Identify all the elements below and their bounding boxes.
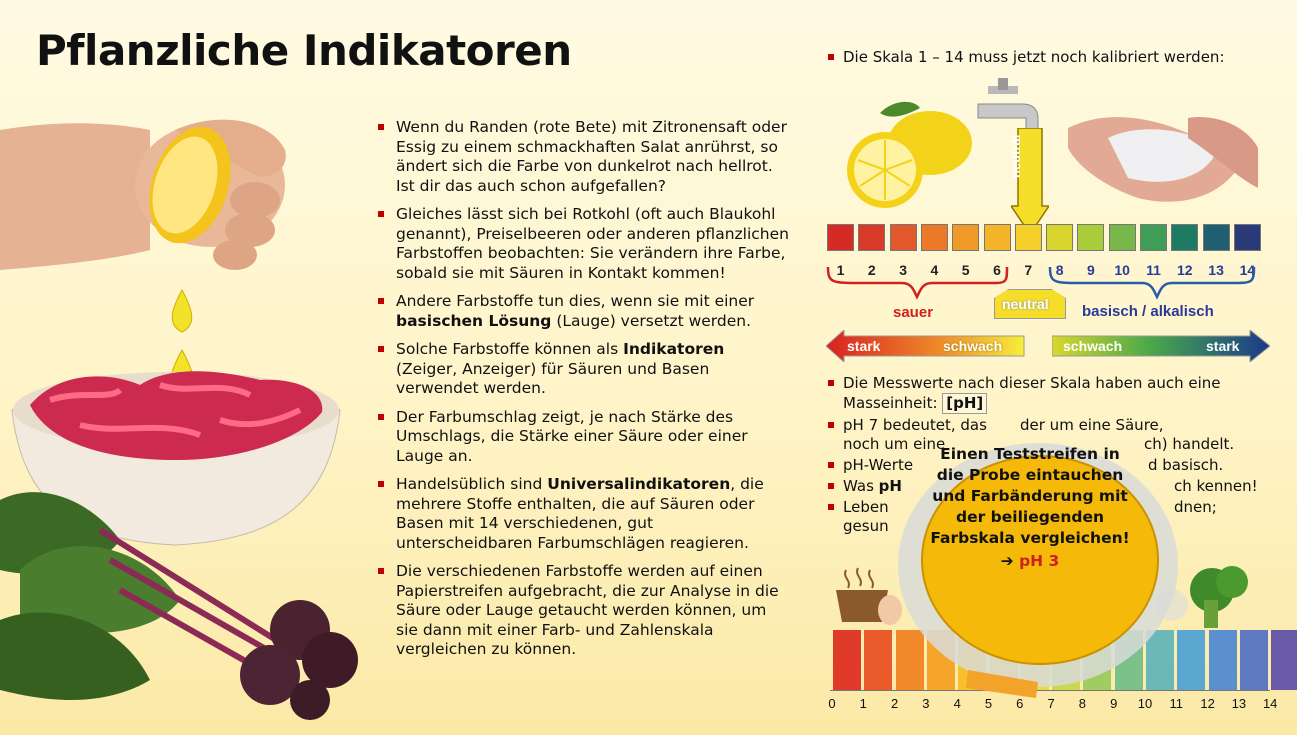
left-bullet-list xyxy=(378,118,790,669)
bullet-basisch xyxy=(378,292,790,331)
bottom-scale-number: 13 xyxy=(1231,696,1247,711)
lemon-image xyxy=(840,98,980,213)
bottom-scale-cell xyxy=(833,630,861,690)
ph-scale-number: 12 xyxy=(1177,262,1193,278)
soap-hands-image xyxy=(1068,108,1258,213)
ph-scale-cell xyxy=(952,224,979,251)
ph-scale-cell xyxy=(1046,224,1073,251)
bottom-scale-number: 14 xyxy=(1262,696,1278,711)
bottom-scale-number: 12 xyxy=(1200,696,1215,711)
bottom-scale-number: 7 xyxy=(1047,696,1055,711)
bottom-scale-number: 6 xyxy=(1016,696,1024,711)
ph-scale-cell xyxy=(1171,224,1198,251)
ph-scale-cell xyxy=(890,224,917,251)
disc-result: pH 3 xyxy=(1019,552,1060,570)
bullet4-pre: Solche Farbstoffe können als xyxy=(396,340,624,358)
bullet4-post: (Zeiger, Anzeiger) für Säuren und Basen verwendet werden. xyxy=(396,359,710,397)
bullet3-post: (Lauge) versetzt werden. xyxy=(551,311,752,330)
bottom-scale-number: 9 xyxy=(1110,696,1118,711)
ph-scale-cell xyxy=(1203,224,1230,251)
rb5-a: Leben xyxy=(843,498,889,516)
ph-scale-cell xyxy=(984,224,1011,251)
label-schwach-right: schwach xyxy=(1063,338,1123,354)
label-schwach-left: schwach xyxy=(943,338,1003,354)
bullet-farbumschlag: Der Farbumschlag zeigt, je nach Stärke des Umschlags, die Stärke einer Säure oder einer Lauge an. xyxy=(378,408,790,467)
bullet6-post: , die mehrere Stoffe enthalten, die auf Säuren oder Basen mit 14 verschiedenen, gut unterscheidbaren Farbumschlägen reagieren. xyxy=(396,475,764,552)
ph-scale-number: 7 xyxy=(1024,262,1033,278)
ph-scale-number: 1 xyxy=(836,262,845,278)
beet-lemon-illustration xyxy=(0,100,360,720)
bottom-scale-cell xyxy=(1209,630,1237,690)
bottom-scale-number: 2 xyxy=(890,696,899,711)
label-neutral: neutral xyxy=(1002,296,1049,312)
ph-scale-number: 3 xyxy=(899,262,907,278)
bullet4-bold: Indikatoren xyxy=(623,340,725,358)
ph-scale-number: 2 xyxy=(867,262,876,278)
ph-scale-cell xyxy=(1015,224,1042,251)
bullet-masseinheit xyxy=(828,374,1268,414)
bottom-scale-number: 5 xyxy=(984,696,993,711)
bullet3-pre: Andere Farbstoffe tun dies, wenn sie mit einer xyxy=(396,292,755,310)
ph-scale-number: 8 xyxy=(1055,262,1064,278)
ph-scale-number: 10 xyxy=(1114,262,1130,278)
rb5-b: dnen; xyxy=(1174,498,1217,516)
bullet6-bold: Universalindikatoren xyxy=(547,475,731,493)
rb4-a: Was xyxy=(843,477,879,495)
label-sauer: sauer xyxy=(893,304,934,321)
ph-scale-number: 13 xyxy=(1208,262,1224,278)
bottom-scale-number: 4 xyxy=(953,696,961,711)
ph-scale-cell xyxy=(1077,224,1104,251)
ph-scale-number: 9 xyxy=(1086,262,1095,278)
label-stark-left: stark xyxy=(847,338,881,354)
bottom-scale-number: 0 xyxy=(828,696,836,711)
ph-scale-cell xyxy=(1109,224,1136,251)
bullet-papierstreifen: Die verschiedenen Farbstoffe werden auf einen Papierstreifen aufgebracht, die zur Analyse in die Säure oder Lauge getaucht werden können, um sie dann mit einer Farb- und Zahlenskala vergleichen zu können. xyxy=(378,562,790,660)
ph-scale-cell xyxy=(827,224,854,251)
disc-arrow: ➔ xyxy=(1000,552,1014,570)
rb2-d: ch) handelt. xyxy=(1144,435,1235,453)
bottom-scale-number: 1 xyxy=(859,696,867,711)
bullet-rotkohl: Gleiches lässt sich bei Rotkohl (oft auch Blaukohl genannt), Preiselbeeren oder anderen pflanzlichen Farbstoffen beobachten: Sie verändern ihre Farbe, sobald sie mit Säuren in Kontakt kommen! xyxy=(378,205,790,283)
bullet-indikatoren xyxy=(378,340,790,399)
ph-scale-number: 4 xyxy=(930,262,939,278)
disc-text: Einen Teststreifen in die Probe eintauchen und Farbänderung mit der beiliegenden Farbskala vergleichen! xyxy=(930,445,1130,547)
rb4-bold: pH xyxy=(878,477,902,495)
ph-scale-cell xyxy=(1140,224,1167,251)
rb3-b: d basisch. xyxy=(1148,456,1224,474)
bullet6-pre: Handelsüblich sind xyxy=(396,475,548,493)
rb2-c: noch um eine xyxy=(843,435,946,453)
bottom-scale-number: 8 xyxy=(1078,696,1086,711)
rb2-a: pH 7 bedeutet, das xyxy=(843,416,987,434)
ph-scale-cell xyxy=(1234,224,1261,251)
bullet-randen: Wenn du Randen (rote Bete) mit Zitronensaft oder Essig zu einem schmackhaften Salat anrührst, so ändert sich die Farbe von dunkelrot nach hellrot. Ist dir das auch schon aufgefallen? xyxy=(378,118,790,196)
bullet-universal xyxy=(378,475,790,553)
bottom-scale-number: 11 xyxy=(1169,696,1184,711)
ph-scale-number: 14 xyxy=(1239,262,1256,278)
neutral-arrow-label: neutral xyxy=(1008,134,1023,178)
bullet-kalibriert: Die Skala 1 – 14 muss jetzt noch kalibriert werden: xyxy=(828,48,1268,67)
bottom-scale-number: 3 xyxy=(922,696,930,711)
ph-scale-number: 6 xyxy=(993,262,1001,278)
rb4-b: ch kennen! xyxy=(1174,477,1258,495)
bottom-scale-number: 10 xyxy=(1137,696,1153,711)
test-strip-instruction xyxy=(930,444,1130,572)
ph-scale-number: 11 xyxy=(1146,262,1161,278)
ph-scale-number: 5 xyxy=(961,262,970,278)
label-stark-right: stark xyxy=(1206,338,1240,354)
right-top-list xyxy=(828,48,1268,69)
ph-scale-cell xyxy=(921,224,948,251)
ph-unit-box: [pH] xyxy=(942,393,987,414)
bullet3-bold: basischen Lösung xyxy=(396,311,552,330)
rb3-a: pH-Werte xyxy=(843,456,914,474)
slide-title: Pflanzliche Indikatoren xyxy=(36,26,572,75)
ph-scale-cell xyxy=(858,224,885,251)
bottom-scale-cell xyxy=(1240,630,1268,690)
rb1-pre: Die Messwerte nach dieser Skala haben auch eine Masseinheit: xyxy=(843,374,1221,412)
rb5-c: gesun xyxy=(843,517,889,535)
bottom-scale-cell xyxy=(1271,630,1297,690)
rb2-b: der um eine Säure, xyxy=(1020,416,1164,434)
label-basisch: basisch / alkalisch xyxy=(1082,303,1214,320)
